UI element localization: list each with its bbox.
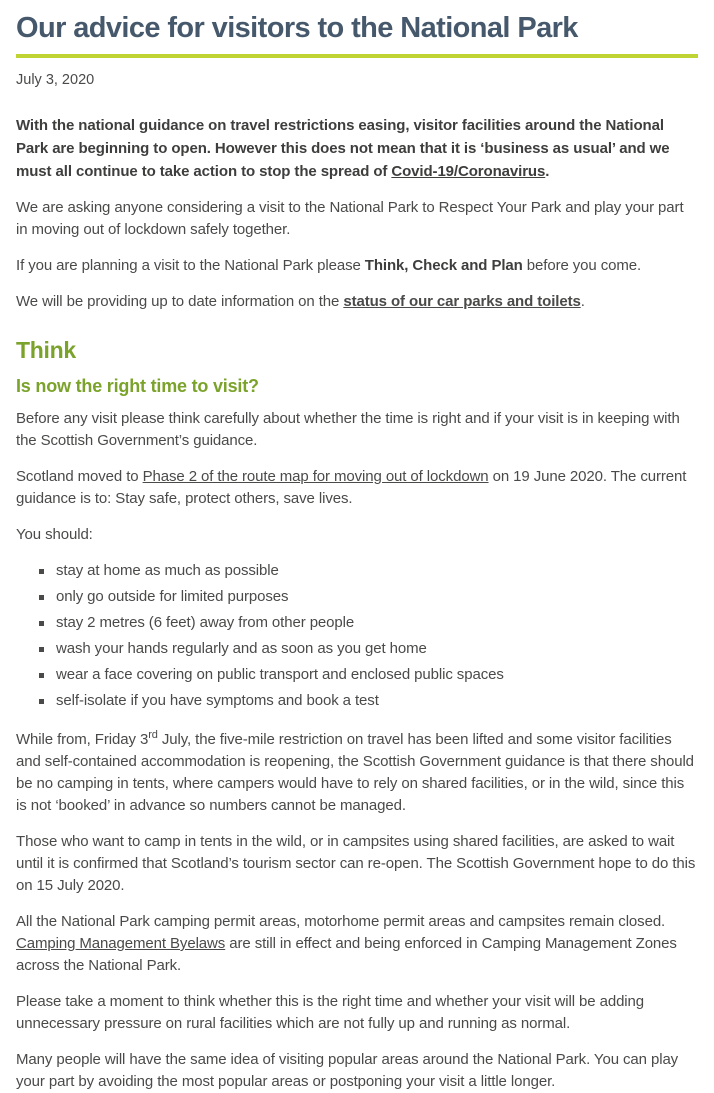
while-from-paragraph	[16, 729, 698, 817]
right-time-heading: Is now the right time to visit?	[16, 376, 259, 396]
please-take-paragraph: Please take a moment to think whether this is the right time and whether your visit will be adding unnecessary pressure on rural facilities which are not fully up and running as normal.	[16, 993, 645, 1032]
while-from-text-pre: While from, Friday 3	[16, 731, 149, 748]
before-visit-paragraph: Before any visit please think carefully about whether the time is right and if your visit is in keeping with the Scottish Government’s guidance.	[16, 410, 680, 449]
camping-byelaws-link[interactable]: Camping Management Byelaws	[16, 935, 226, 952]
while-from-text-post: July, the five-mile restriction on travel has been lifted and some visitor facilities and self-contained accommodation is reopening, the Scottish Government guidance is that there should be no camping in tents, where campers would have to rely on shared facilities, or in the wild, since this is not ‘booked’ in advance so numbers cannot be managed.	[16, 731, 694, 814]
article-date: July 3, 2020	[16, 72, 95, 88]
list-item: stay 2 metres (6 feet) away from other people	[16, 612, 698, 634]
status-text-post: .	[580, 293, 585, 310]
scotland-paragraph	[16, 466, 698, 510]
camping-text-post: are still in effect and being enforced in Camping Management Zones across the National Park.	[16, 935, 677, 974]
title-underline	[16, 54, 698, 58]
list-item: wear a face covering on public transport and enclosed public spaces	[16, 664, 698, 686]
phase2-route-map-link[interactable]: Phase 2 of the route map for moving out of lockdown	[142, 468, 489, 485]
intro-text-pre: With the national guidance on travel restrictions easing, visitor facilities around the National Park are beginning to open. However this does not mean that it is ‘business as usual’ and we must all continue to take action to stop the spread of	[16, 117, 670, 180]
those-who-paragraph: Those who want to camp in tents in the wild, or in campsites using shared facilities, are asked to wait until it is confirmed that Scotland’s tourism sector can re-open. The Scottish Government hope to do this on 15 July 2020.	[16, 833, 696, 894]
plan-paragraph	[16, 255, 698, 277]
think-heading: Think	[16, 337, 76, 363]
plan-text-pre: If you are planning a visit to the National Park please	[16, 257, 365, 274]
car-parks-status-link[interactable]: status of our car parks and toilets	[343, 293, 581, 310]
scotland-text-pre: Scotland moved to	[16, 468, 143, 485]
covid-link[interactable]: Covid-19/Coronavirus	[391, 163, 546, 180]
camping-paragraph	[16, 911, 698, 977]
ordinal-superscript: rd	[148, 729, 158, 741]
list-item: wash your hands regularly and as soon as you get home	[16, 638, 698, 660]
think-check-plan-bold: Think, Check and Plan	[364, 257, 523, 274]
plan-text-post: before you come.	[522, 257, 642, 274]
you-should-list	[16, 560, 698, 712]
you-should-label: You should:	[16, 526, 93, 543]
many-people-paragraph: Many people will have the same idea of visiting popular areas around the National Park. You can play your part by avoiding the most popular areas or postponing your visit a little longer.	[16, 1051, 679, 1090]
intro-paragraph	[16, 114, 698, 183]
scotland-text-post: on 19 June 2020. The current guidance is to: Stay safe, protect others, save lives.	[16, 468, 687, 507]
camping-text-pre: All the National Park camping permit areas, motorhome permit areas and campsites remain closed.	[16, 913, 666, 930]
list-item: self-isolate if you have symptoms and book a test	[16, 690, 698, 712]
status-text-pre: We will be providing up to date information on the	[16, 293, 344, 310]
respect-paragraph: We are asking anyone considering a visit to the National Park to Respect Your Park and play your part in moving out of lockdown safely together.	[16, 199, 684, 238]
list-item: stay at home as much as possible	[16, 560, 698, 582]
intro-text-post: .	[545, 163, 550, 180]
status-paragraph	[16, 291, 698, 313]
page-title: Our advice for visitors to the National Park	[16, 12, 578, 44]
list-item: only go outside for limited purposes	[16, 586, 698, 608]
